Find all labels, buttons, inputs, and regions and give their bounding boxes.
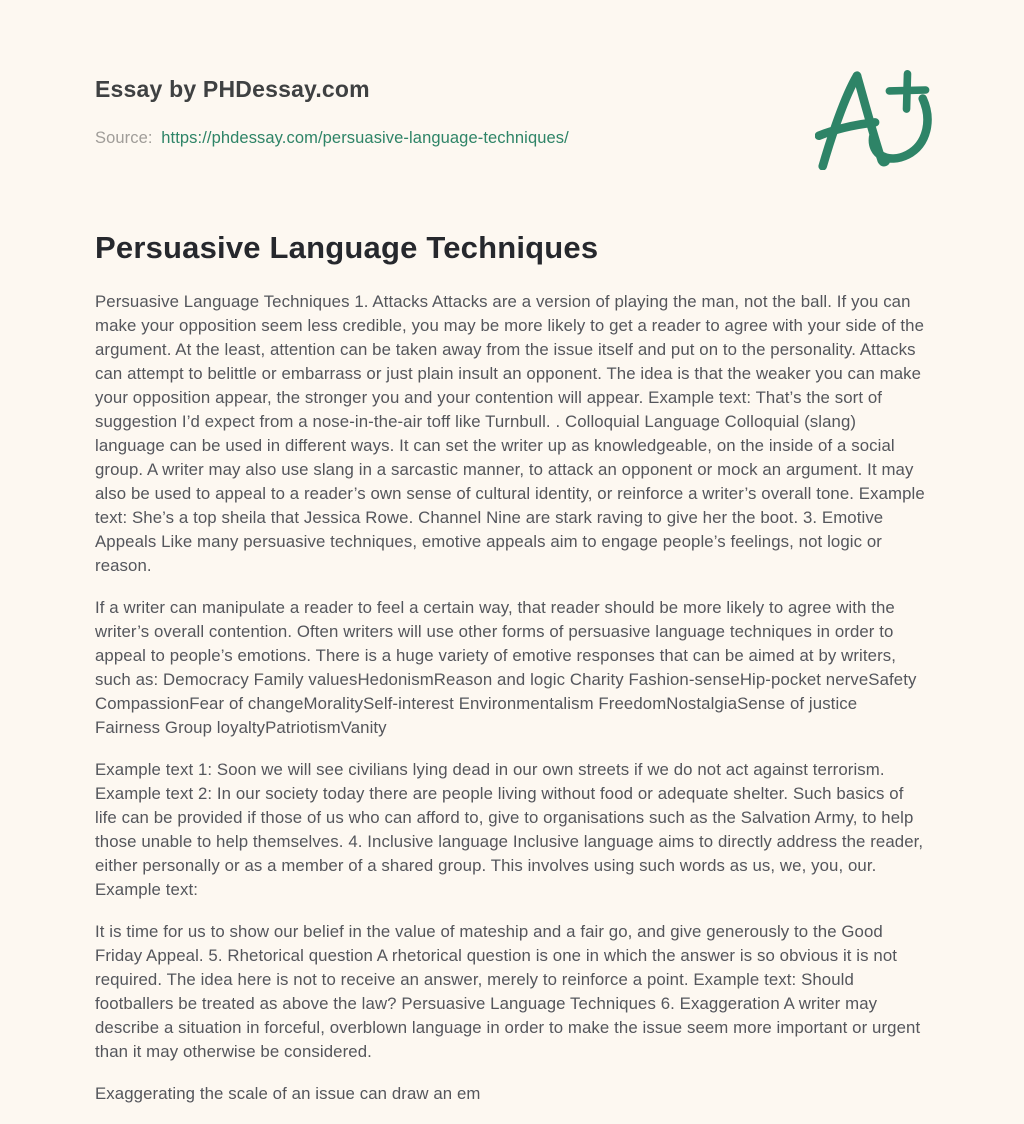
essay-source-title: Essay by PHDessay.com [95, 76, 370, 102]
page-header [95, 76, 927, 148]
paragraph: It is time for us to show our belief in the value of mateship and a fair go, and give generously to the Good Friday Appeal. 5. Rhetorical question A rhetorical question is one in which the answer is so obvious it is not required. The idea here is not to receive an answer, merely to reinforce a point. Example text: Should footballers be treated as above the law? Persuasive Language Techniques 6. Exaggeration A writer may describe a situation in forceful, overblown language in order to make the issue seem more important or urgent than it may otherwise be considered. [95, 922, 921, 1061]
source-link[interactable]: https://phdessay.com/persuasive-language-techniques/ [161, 129, 569, 147]
source-line [95, 129, 927, 148]
phdessay-logo [815, 70, 939, 170]
source-label: Source: [95, 129, 153, 147]
a-plus-logo-icon [815, 70, 939, 170]
paragraph: Exaggerating the scale of an issue can draw an em [95, 1084, 481, 1103]
paragraph: If a writer can manipulate a reader to feel a certain way, that reader should be more likely to agree with the writer’s overall contention. Often writers will use other forms of persuasive language techniques in order to appeal to people’s emotions. There is a huge variety of emotive responses that can be aimed at by writers, such as: Democracy Family valuesHedonismReason and logic Charity Fashion-senseHip-pocket nerveSafety CompassionFear of changeMoralitySelf-interest Environmentalism FreedomNostalgiaSense of justice Fairness Group loyaltyPatriotismVanity [95, 598, 917, 737]
document-body [95, 290, 927, 1106]
document-title: Persuasive Language Techniques [95, 230, 599, 265]
paragraph: Persuasive Language Techniques 1. Attacks Attacks are a version of playing the man, not the ball. If you can make your opposition seem less credible, you may be more likely to get a reader to agree with your side of the argument. At the least, attention can be taken away from the issue itself and put on to the personality. Attacks can attempt to belittle or embarrass or just plain insult an opponent. The idea is that the weaker you can make your opposition appear, the stronger you and your contention will appear. Example text: That’s the sort of suggestion I’d expect from a nose-in-the-air toff like Turnbull. . Colloquial Language Colloquial (slang) language can be used in different ways. It can set the writer up as knowledgeable, on the inside of a social group. A writer may also use slang in a sarcastic manner, to attack an opponent or mock an argument. It may also be used to appeal to a reader’s own sense of cultural identity, or reinforce a writer’s overall tone. Example text: She’s a top sheila that Jessica Rowe. Channel Nine are stark raving to give her the boot. 3. Emotive Appeals Like many persuasive techniques, emotive appeals aim to engage people’s feelings, not logic or reason. [95, 292, 925, 575]
paragraph: Example text 1: Soon we will see civilians lying dead in our own streets if we do not act against terrorism. Example text 2: In our society today there are people living without food or adequate shelter. Such basics of life can be provided if those of us who can afford to, give to organisations such as the Salvation Army, to help those unable to help themselves. 4. Inclusive language Inclusive language aims to directly address the reader, either personally or as a member of a shared group. This involves using such words as us, we, you, our. Example text: [95, 760, 924, 899]
